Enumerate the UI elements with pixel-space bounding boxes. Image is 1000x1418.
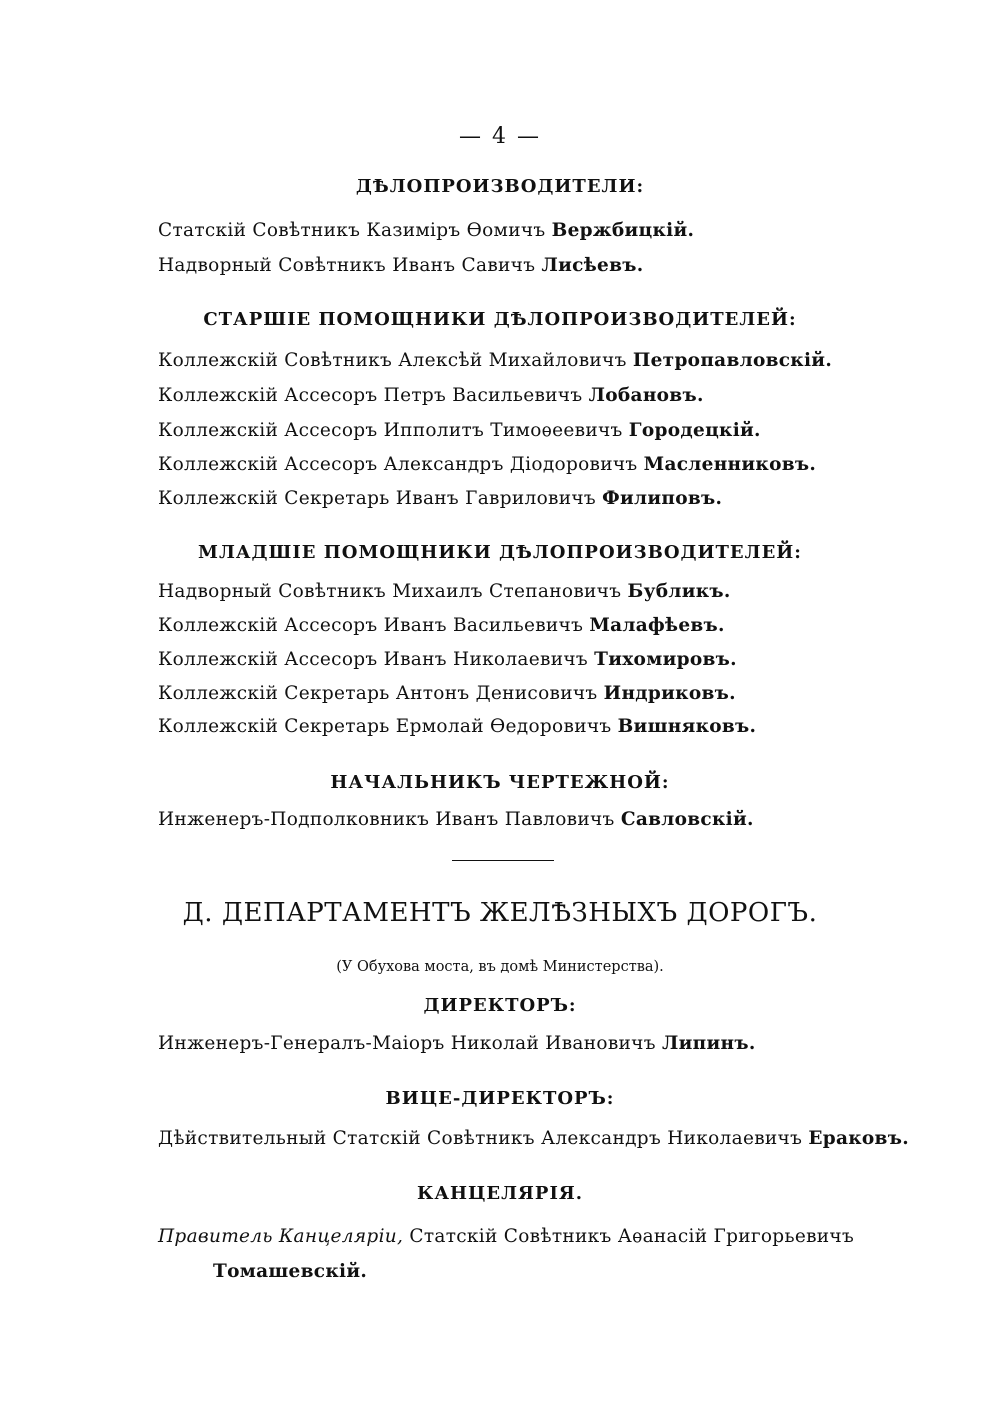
entry-line — [158, 649, 737, 670]
entry-surname: Филиповъ. — [602, 488, 723, 509]
entry-surname: Городецкій. — [628, 420, 761, 441]
section-heading-starshie: СТАРШІЕ ПОМОЩНИКИ ДѢЛОПРОИЗВОДИТЕЛЕЙ: — [203, 309, 797, 330]
section-heading-chertezhnaya: НАЧАЛЬНИКЪ ЧЕРТЕЖНОЙ: — [330, 772, 670, 793]
entry-rank: Коллежскій Ассесоръ Ипполитъ Тимоѳеевичъ — [158, 420, 623, 441]
entry-line — [158, 420, 761, 441]
entry-surname: Вишняковъ. — [617, 716, 757, 737]
entry-line — [158, 716, 756, 737]
entry-rank: Надворный Совѣтникъ Михаилъ Степановичъ — [158, 581, 622, 602]
section-divider — [452, 860, 554, 861]
entry-line — [158, 581, 731, 602]
entry-line — [158, 350, 832, 371]
entry-surname: Савловскій. — [620, 809, 754, 830]
entry-surname: Индриковъ. — [603, 683, 736, 704]
entry-surname: Малафѣевъ. — [589, 615, 725, 636]
entry-rank: Коллежскій Ассесоръ Петръ Васильевичъ — [158, 385, 583, 406]
entry-line — [158, 1226, 854, 1247]
entry-line — [158, 615, 725, 636]
entry-rank: Коллежскій Ассесоръ Иванъ Николаевичъ — [158, 649, 588, 670]
entry-surname: Бубликъ. — [627, 581, 731, 602]
entry-surname: Лисѣевъ. — [541, 255, 644, 276]
entry-line — [158, 488, 722, 509]
entry-surname: Лобановъ. — [588, 385, 704, 406]
entry-surname: Липинъ. — [661, 1033, 756, 1054]
section-heading-director: ДИРЕКТОРЪ: — [423, 995, 577, 1016]
entry-surname: Вержбицкій. — [551, 220, 695, 241]
entry-rank: Инженеръ-Генералъ-Маіоръ Николай Ивановичъ — [158, 1033, 656, 1054]
entry-line — [158, 255, 643, 276]
section-heading-vice-director: ВИЦЕ-ДИРЕКТОРЪ: — [385, 1088, 615, 1109]
entry-line — [158, 454, 816, 475]
entry-surname: Томашевскій. — [213, 1261, 368, 1282]
entry-rank: Дѣйствительный Статскій Совѣтникъ Александръ Николаевичъ — [158, 1128, 803, 1149]
entry-position: Правитель Канцеляріи, — [158, 1226, 404, 1247]
entry-surname: Петропавловскій. — [632, 350, 833, 371]
entry-rank: Коллежскій Секретарь Ермолай Ѳедоровичъ — [158, 716, 612, 737]
entry-line — [158, 385, 704, 406]
entry-surname: Масленниковъ. — [643, 454, 817, 475]
entry-rank: Коллежскій Ассесоръ Александръ Діодоровичъ — [158, 454, 638, 475]
department-address: (У Обухова моста, въ домѣ Министерства). — [336, 959, 664, 975]
entry-rank: Коллежскій Совѣтникъ Алексѣй Михайловичъ — [158, 350, 627, 371]
section-heading-mladshie: МЛАДШІЕ ПОМОЩНИКИ ДѢЛОПРОИЗВОДИТЕЛЕЙ: — [198, 542, 802, 563]
entry-rank: Инженеръ-Подполковникъ Иванъ Павловичъ — [158, 809, 615, 830]
entry-line — [158, 1033, 756, 1054]
page-number: — 4 — — [459, 124, 541, 149]
department-title: Д. ДЕПАРТАМЕНТЪ ЖЕЛѢЗНЫХЪ ДОРОГЪ. — [182, 898, 818, 928]
entry-rank: Коллежскій Секретарь Антонъ Денисовичъ — [158, 683, 598, 704]
entry-surname: Тихомировъ. — [594, 649, 737, 670]
entry-line — [158, 683, 736, 704]
entry-line-continued — [213, 1261, 367, 1282]
section-heading-chancellery: КАНЦЕЛЯРІЯ. — [416, 1183, 584, 1204]
entry-rank: Статскій Совѣтникъ Казиміръ Ѳомичъ — [158, 220, 546, 241]
entry-line — [158, 809, 754, 830]
entry-surname: Ераковъ. — [808, 1128, 909, 1149]
entry-line — [158, 220, 694, 241]
section-heading-deloproizvoditeli: ДѢЛОПРОИЗВОДИТЕЛИ: — [355, 176, 645, 197]
entry-rank: Надворный Совѣтникъ Иванъ Савичъ — [158, 255, 536, 276]
entry-rank: Статскій Совѣтникъ Аѳанасій Григорьевичъ — [409, 1226, 855, 1247]
entry-rank: Коллежскій Ассесоръ Иванъ Васильевичъ — [158, 615, 584, 636]
entry-line — [158, 1128, 909, 1149]
entry-rank: Коллежскій Секретарь Иванъ Гавриловичъ — [158, 488, 596, 509]
